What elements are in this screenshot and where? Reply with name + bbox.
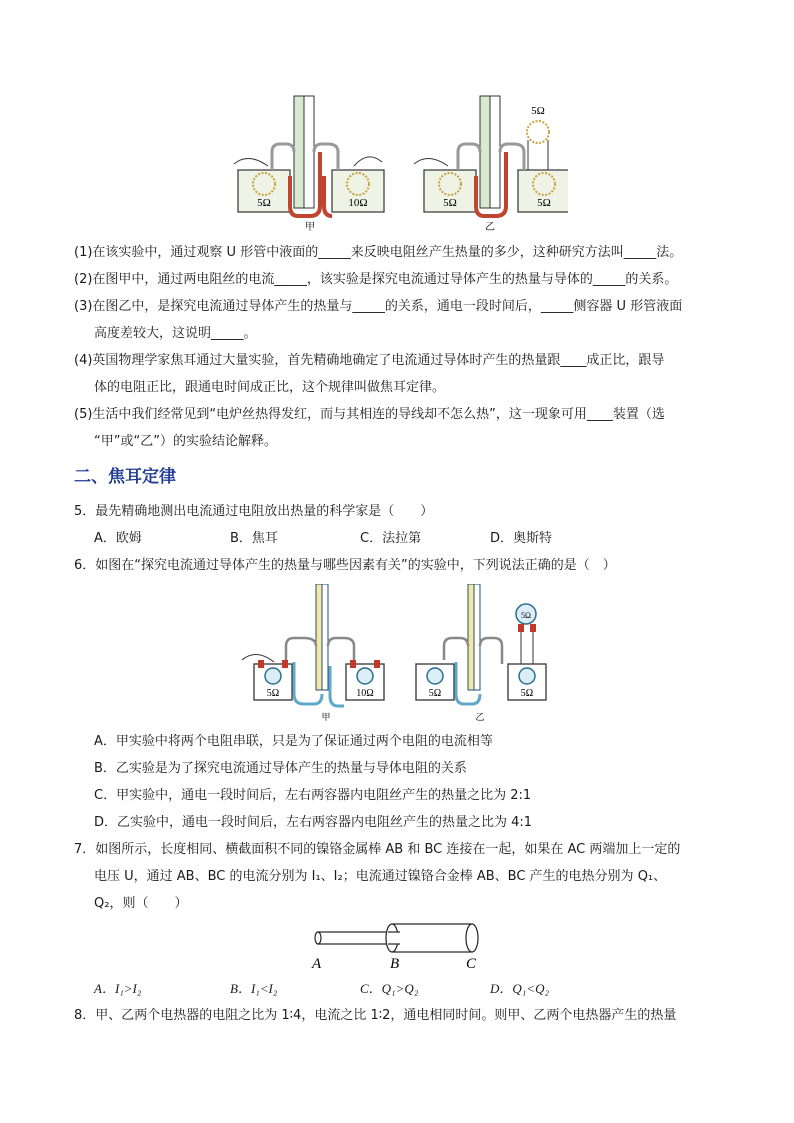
q6-option-b: B．乙实验是为了探究电流通过导体产生的热量与导体电阻的关系 [94, 761, 467, 776]
q5-stem: 5．最先精确地测出电流通过电阻放出热量的科学家是（ ） [74, 504, 434, 519]
fig1-left-resistor-label: 5Ω [257, 197, 271, 209]
fig2-yi-right-resistor-label: 5Ω [520, 688, 534, 699]
rod-label-c: C [466, 956, 477, 972]
fig1-yi-right-resistor-label: 5Ω [537, 197, 551, 209]
q8-stem: 8．甲、乙两个电热器的电阻之比为 1∶4，电流之比 1∶2，通电相同时间。则甲、乙两个电热器产生的热量 [74, 1008, 677, 1023]
fig1-outer-resistor-label: 5Ω [531, 105, 545, 117]
fig2-outer-resistor-label: 5Ω [521, 611, 531, 620]
q7-option-a: A．I₁>I₂ [94, 981, 142, 996]
figure-q6-joule-apparatus [238, 584, 558, 724]
figure-q7-rods [308, 920, 488, 974]
question-line: (4)英国物理学家焦耳通过大量实验，首先精确地确定了电流通过导体时产生的热量跟____成正比，跟导 [74, 353, 665, 368]
q7-stem: 电压 U，通过 AB、BC 的电流分别为 I₁、I₂；电流通过镍铬合金棒 AB、BC 产生的电热分别为 Q₁、 [94, 869, 667, 884]
question-line: (1)在该实验中，通过观察 U 形管中液面的_____来反映电阻丝产生热量的多少，这种研究方法叫_____法。 [74, 245, 683, 260]
q5-option-d: D．奥斯特 [490, 531, 553, 546]
q7-option-c: C．Q₁>Q₂ [360, 981, 419, 996]
q5-option-c: C．法拉第 [360, 531, 422, 546]
q5-option-b: B．焦耳 [230, 531, 278, 546]
question-line: “甲”或“乙”）的实验结论解释。 [94, 434, 277, 449]
section-title: 二、焦耳定律 [74, 467, 176, 487]
fig1-yi-left-resistor-label: 5Ω [443, 197, 457, 209]
question-line: (5)生活中我们经常见到“电炉丝热得发红，而与其相连的导线却不怎么热”，这一现象可用____装置（选 [74, 407, 665, 422]
question-line: 高度差较大，这说明_____。 [94, 326, 257, 341]
q7-stem: Q₂，则（ ） [94, 896, 188, 911]
q6-stem: 6．如图在“探究电流通过导体产生的热量与哪些因素有关”的实验中，下列说法正确的是（ ） [74, 558, 616, 573]
question-line: (2)在图甲中，通过两电阻丝的电流_____，该实验是探究电流通过导体产生的热量与导体的_____的关系。 [74, 272, 678, 287]
fig1-caption-jia: 甲 [305, 222, 315, 233]
rod-label-b: B [390, 956, 400, 972]
q7-option-d: D．Q₁<Q₂ [490, 981, 549, 996]
fig1-right-resistor-label: 10Ω [348, 197, 368, 209]
q7-option-b: B．I₁<I₂ [230, 981, 278, 996]
fig2-caption-jia: 甲 [321, 712, 331, 722]
rod-label-a: A [312, 956, 322, 972]
figure-1-joule-apparatus [228, 92, 568, 234]
q6-option-c: C．甲实验中，通电一段时间后，左右两容器内电阻丝产生的热量之比为 2:1 [94, 788, 532, 803]
question-line: 体的电阻正比，跟通电时间成正比，这个规律叫做焦耳定律。 [94, 380, 446, 395]
q6-option-a: A．甲实验中将两个电阻串联，只是为了保证通过两个电阻的电流相等 [94, 734, 493, 749]
fig1-caption-yi: 乙 [485, 222, 495, 233]
fig2-left-resistor-label: 5Ω [266, 688, 280, 699]
q7-stem: 7．如图所示，长度相同、横截面积不同的镍铬金属棒 AB 和 BC 连接在一起，如果在 AC 两端加上一定的 [74, 842, 681, 857]
fig2-caption-yi: 乙 [475, 712, 485, 722]
fig2-right-resistor-label: 10Ω [356, 688, 374, 699]
q6-option-d: D．乙实验中，通电一段时间后，左右两容器内电阻丝产生的热量之比为 4:1 [94, 815, 533, 830]
q5-option-a: A．欧姆 [94, 531, 142, 546]
question-line: (3)在图乙中，是探究电流通过导体产生的热量与_____的关系，通电一段时间后，_____侧容器 U 形管液面 [74, 299, 683, 314]
fig2-yi-left-resistor-label: 5Ω [428, 688, 442, 699]
